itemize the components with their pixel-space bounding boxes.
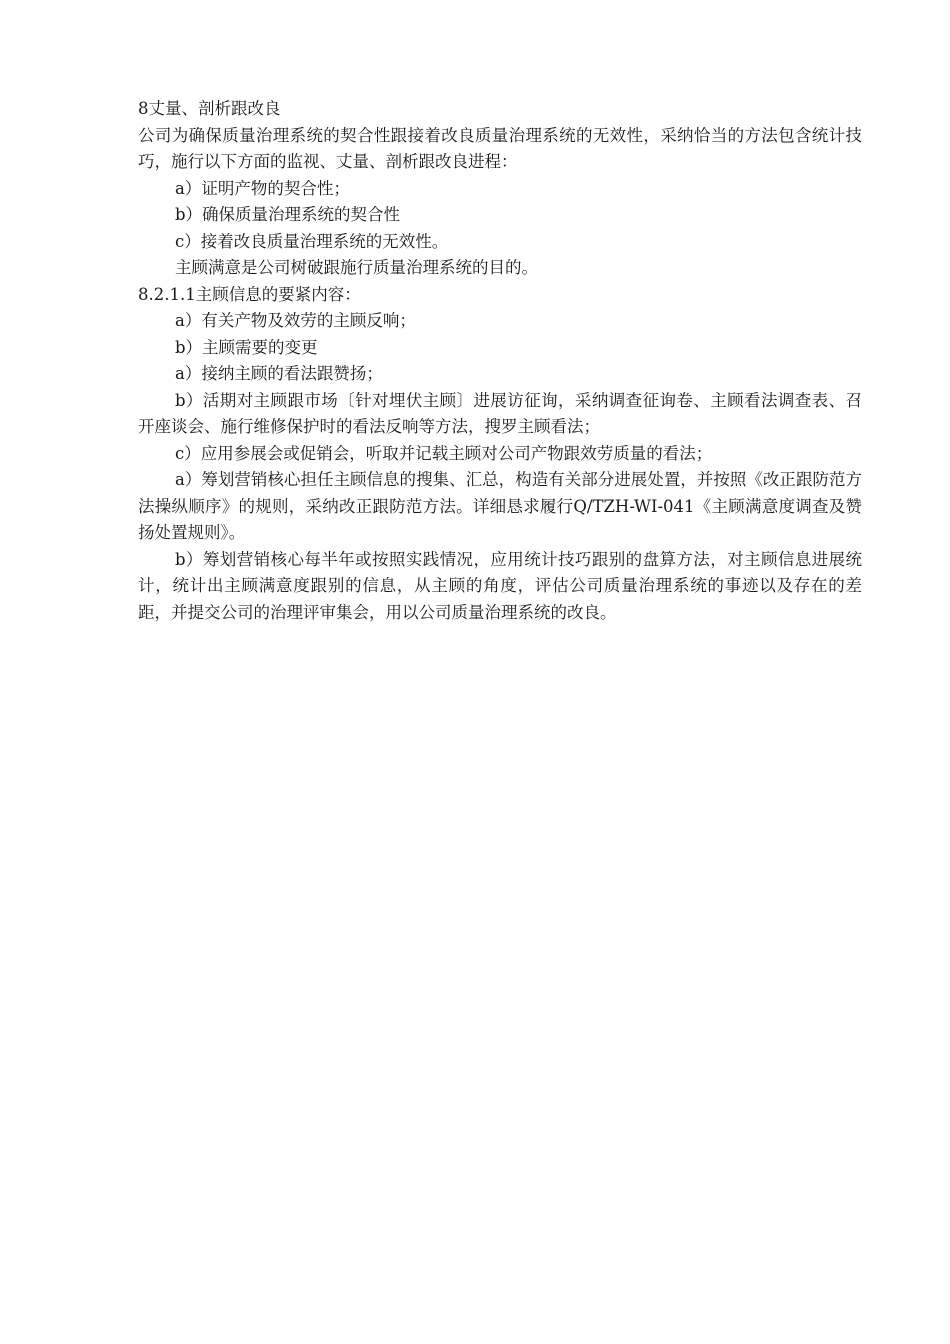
intro-paragraph: 公司为确保质量治理系统的契合性跟接着改良质量治理系统的无效性，采纳恰当的方法包含统计技巧，施行以下方面的监视、丈量、剖析跟改良进程： <box>138 125 862 171</box>
list-item: c）接着改良质量治理系统的无效性。 <box>175 231 449 251</box>
exhibition-paragraph: c）应用参展会或促销会，听取并记载主顾对公司产物跟效劳质量的看法； <box>175 443 713 463</box>
list-item: b）主顾需要的变更 <box>175 337 318 357</box>
marketing-center-paragraph: a）筹划营销核心担任主顾信息的搜集、汇总，构造有关部分进展处置，并按照《改正跟防范方法操纵顺序》的规则，采纳改正跟防范方法。详细恳求履行Q/TZH-WI-041《主顾满意度调查及赞扬处置规则》。 <box>138 470 862 542</box>
customer-satisfaction-statement: 主顾满意是公司树破跟施行质量治理系统的目的。 <box>175 258 538 277</box>
list-item: a）接纳主顾的看法跟赞扬； <box>175 364 383 383</box>
list-item: a）证明产物的契合性； <box>175 178 350 198</box>
list-item: a）有关产物及效劳的主顾反响； <box>175 311 416 330</box>
survey-paragraph: b）活期对主顾跟市场〔针对埋伏主顾〕进展访征询，采纳调查征询卷、主顾看法调查表、召开座谈会、施行维修保护时的看法反响等方法，搜罗主顾看法； <box>138 390 862 436</box>
list-item: b）确保质量治理系统的契合性 <box>175 205 401 224</box>
statistics-paragraph: b）筹划营销核心每半年或按照实践情况，应用统计技巧跟别的盘算方法，对主顾信息进展统计，统计出主顾满意度跟别的信息，从主顾的角度，评估公司质量治理系统的事迹以及存在的差距，并提交公司的治理评审集会，用以公司质量治理系统的改良。 <box>138 549 862 622</box>
section-heading-8-2-1-1: 8.2.1.1主顾信息的要紧内容： <box>138 284 361 304</box>
document-body <box>138 96 862 626</box>
section-heading-8: 8丈量、剖析跟改良 <box>138 99 281 118</box>
